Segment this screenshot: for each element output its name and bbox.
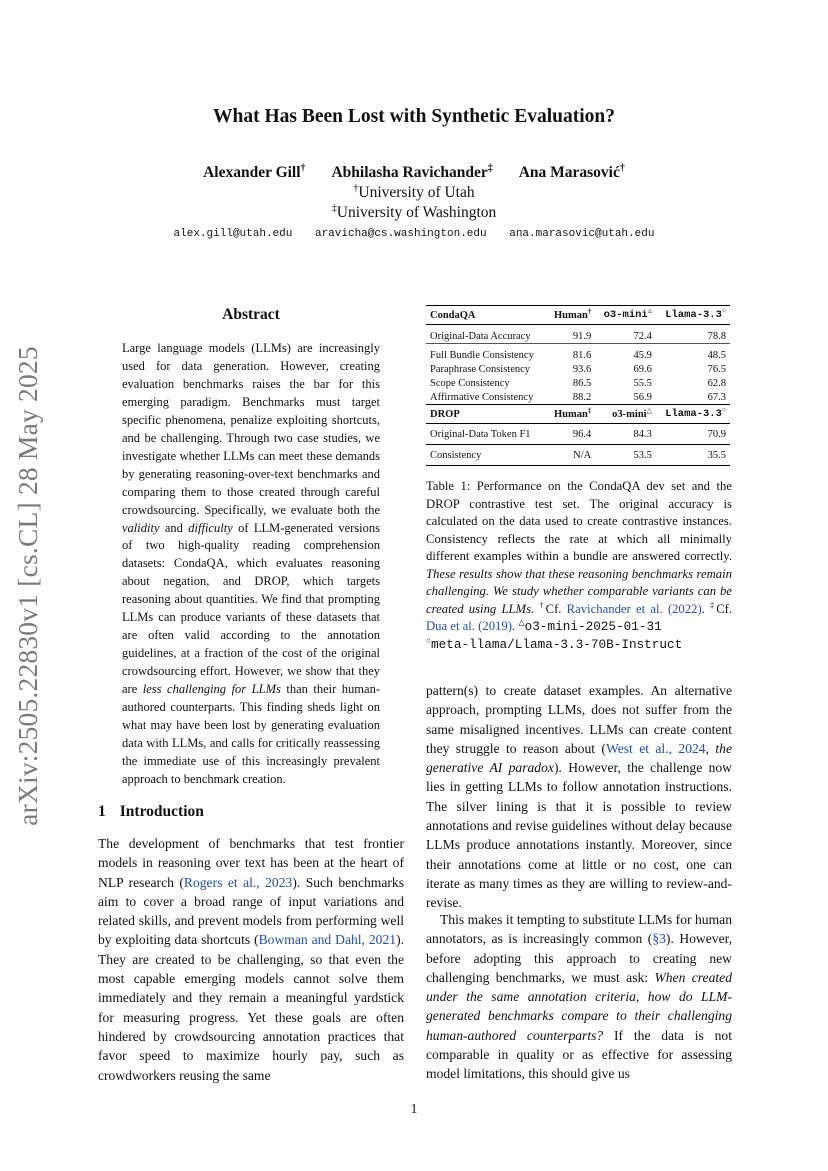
arxiv-stamp-text: arXiv:2505.22830v1 [cs.CL] 28 May 2025 [12, 346, 43, 826]
table-row: Original-Data Accuracy 91.9 72.4 78.8 [430, 330, 726, 342]
table-section-name: CondaQA [426, 306, 547, 325]
abstract-body: Large language models (LLMs) are increasingly used for data generation. However, creating evaluation benchmarks raises the bar for this emerging paradigm. Benchmarks must target specific phenomena, penalize exploiting shortcuts, and be challenging. Through two case studies, we investigate whether LLMs can meet these demands by generating reasoning-over-text benchmarks and comparing them to those created through careful crowdsourcing. Specifically, we evaluate both the validity and difficulty of LLM-generated versions of two high-quality reading comprehension datasets: CondaQA, which evaluates reasoning about negation, and DROP, which targets reasoning about quantities. We find that prompting LLMs can produce variants of these datasets that are often valid according to the annotation guidelines, at a fraction of the cost of the original crowdsourcing effort. However, we show that they are less challenging for LLMs than their human-authored counterparts. This finding sheds light on what may have been lost by generating evaluation data with LLMs, and calls for critically reassessing the immediate use of this increasingly prevalent approach to benchmark creation. [122, 341, 380, 786]
section-heading-introduction: 1 Introduction [98, 803, 204, 820]
author-list [0, 164, 828, 182]
table-column-header: o3-mini△ [595, 306, 656, 325]
table-column-header: Llama-3.3○ [656, 306, 730, 325]
table-caption: Table 1: Performance on the CondaQA dev set and the DROP contrastive test set. The original accuracy is calculated on the data used to create contrastive instances. Consistency reflects the rate at which all minimally different examples within a bundle are answered correctly. These results show that these reasoning benchmarks remain challenging. We study whether comparable variants can be created using LLMs. †Cf. Ravichander et al. (2022). ‡Cf. Dua et al. (2019). △o3-mini-2025-01-31 ○meta-llama/Llama-3.3-70B-Instruct [426, 479, 733, 652]
table-row: Consistency N/A 53.5 35.5 [426, 445, 730, 466]
table-row: Original-Data Token F1 96.4 84.3 70.9 [430, 428, 726, 440]
email: aravicha@cs.washington.edu [314, 228, 487, 240]
table-row: Paraphrase Consistency 93.6 69.6 76.5 [430, 363, 726, 375]
table-header-row [426, 405, 730, 424]
citation-link[interactable]: West et al., 2024 [605, 740, 706, 756]
body-paragraph: pattern(s) to create dataset examples. An alternative approach, prompting LLMs, does not suffer from the same misaligned incentives. LLMs can create content they struggle to reason about (West et al., 2024, the generative AI paradox). However, the challenge now lies in getting LLMs to follow annotation instructions. The silver lining is that it is possible to review annotations and revise guidelines without delay because LLMs produce annotations instantly. Moreover, since their annotations come at little or no cost, one can iterate as many times as they are willing to review-and-revise. [426, 683, 733, 911]
citation-link[interactable]: Dua et al. (2019) [426, 619, 512, 633]
page-number: 1 [410, 1101, 418, 1116]
table-column-header: Llama-3.3○ [656, 405, 730, 424]
affiliation: ‡University of Washington [331, 202, 497, 221]
author-name: Alexander Gill† [203, 162, 306, 181]
table-column-header: o3-mini△ [595, 405, 656, 424]
section-ref-link[interactable]: §3 [652, 931, 666, 947]
table-row: Full Bundle Consistency 81.6 45.9 48.5 [430, 349, 726, 361]
table-column-header: Human† [547, 306, 596, 325]
email: alex.gill@utah.edu [173, 228, 293, 240]
author-name: Abhilasha Ravichander‡ [331, 162, 493, 181]
table-row: Affirmative Consistency 88.2 56.9 67.3 [430, 391, 726, 403]
citation-link[interactable]: Ravichander et al. (2022) [566, 601, 702, 616]
email-list [0, 228, 828, 240]
author-name: Ana Marasović† [518, 162, 625, 181]
affiliation: †University of Utah [353, 182, 475, 201]
table-row: Scope Consistency 86.5 55.5 62.8 [430, 377, 726, 389]
table-column-header: Human‡ [547, 405, 596, 424]
paper-title: What Has Been Lost with Synthetic Evaluation? [213, 106, 615, 127]
abstract-heading: Abstract [222, 306, 280, 323]
body-paragraph: This makes it tempting to substitute LLMs for human annotators, as is increasingly common (§3). However, before adopting this approach to creating new challenging benchmarks, we must ask: When created under the same annotation criteria, how do LLM-generated benchmarks compare to their challenging human-authored counterparts? If the data is not comparable in quality or as effective for assessing model limitations, this should give us [426, 912, 732, 1082]
results-table [426, 305, 730, 466]
table-header-row [426, 306, 730, 325]
citation-link[interactable]: Bowman and Dahl, 2021 [258, 932, 397, 948]
intro-paragraph: The development of benchmarks that test frontier models in reasoning over text has been at the heart of NLP research (Rogers et al., 2023). Such benchmarks aim to cover a broad range of input variations and related skills, and prevent models from performing well by exploiting data shortcuts (Bowman and Dahl, 2021). They are created to be challenging, so that even the most capable emerging models cannot solve them immediately and they remain a meaningful yardstick for measuring progress. Yet these goals are often hindered by crowdsourcing annotation practices that favor speed to maximize hourly pay, such as crowdworkers reusing the same [98, 836, 405, 1083]
arxiv-stamp [3, 340, 53, 832]
citation-link[interactable]: Rogers et al., 2023 [183, 874, 293, 890]
table-section-name: DROP [426, 405, 547, 424]
email: ana.marasovic@utah.edu [509, 228, 655, 240]
